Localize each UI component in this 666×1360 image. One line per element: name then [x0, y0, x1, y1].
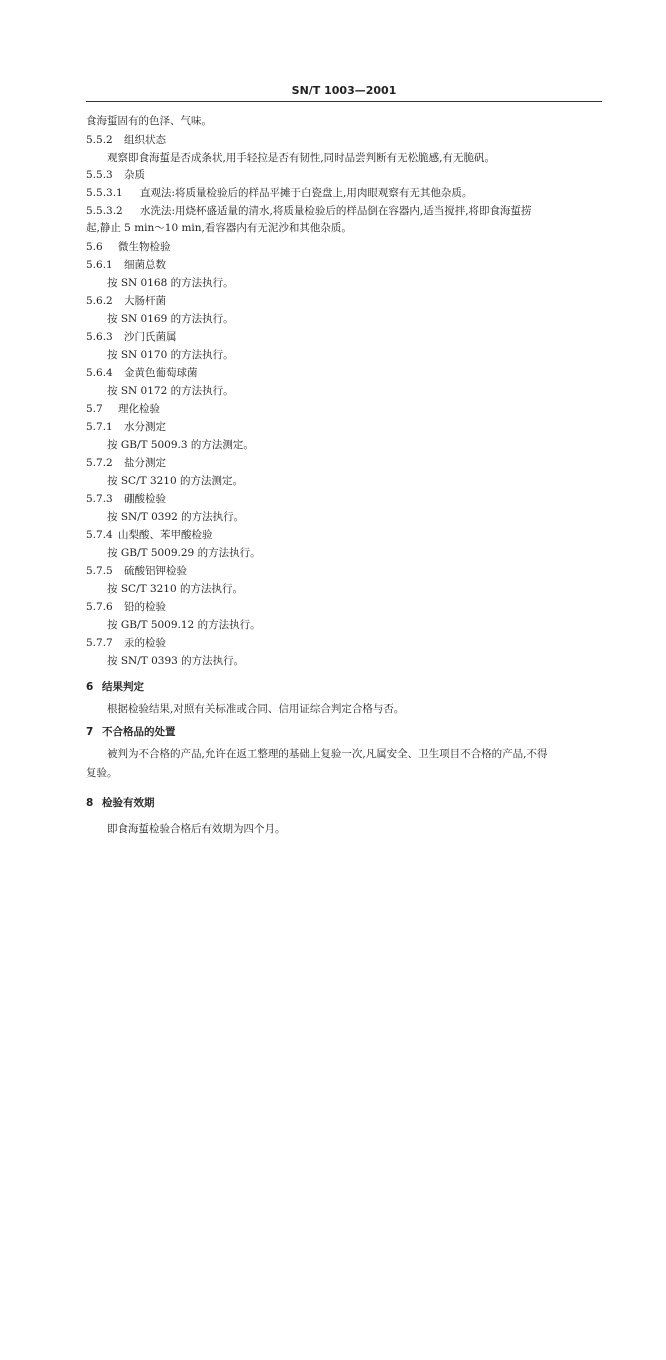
clause-heading: 5.7.7 汞的检验	[86, 637, 166, 649]
text-line: 按 SN 0170 的方法执行。	[107, 349, 234, 361]
section-body: 根据检验结果,对照有关标准或合同、信用证综合判定合格与否。	[107, 703, 405, 715]
text-line: 起,静止 5 min～10 min,看容器内有无泥沙和其他杂质。	[86, 222, 352, 234]
clause-heading: 5.7.6 铅的检验	[86, 601, 166, 613]
text-line: 按 SC/T 3210 的方法执行。	[107, 583, 244, 595]
clause-heading: 5.6.3 沙门氏菌属	[86, 331, 177, 343]
text-line: 按 SN/T 0392 的方法执行。	[107, 511, 245, 523]
text-line: 观察即食海蜇是否成条状,用手轻拉是否有韧性,同时品尝判断有无松脆感,有无脆矾。	[107, 152, 496, 164]
page-header: SN/T 1003—2001	[291, 84, 397, 97]
text-line: 按 SC/T 3210 的方法测定。	[107, 475, 244, 487]
clause-heading: 5.7.1 水分测定	[86, 421, 166, 433]
clause-heading: 5.7.3 硼酸检验	[86, 493, 166, 505]
text-line: 按 GB/T 5009.12 的方法执行。	[107, 619, 261, 631]
text-line: 食海蜇固有的色泽、气味。	[86, 115, 212, 127]
clause-heading: 5.7.4 山梨酸、苯甲酸检验	[86, 529, 213, 541]
clause-text: 5.5.3.2 水洗法:用烧杯盛适量的清水,将质量检验后的样品倒在容器内,适当搅拌,将即食海蜇捞	[86, 205, 532, 217]
header-rule	[86, 101, 602, 102]
text-line: 按 GB/T 5009.29 的方法执行。	[107, 547, 261, 559]
clause-heading: 5.6.4 金黄色葡萄球菌	[86, 367, 198, 379]
clause-heading: 5.6.2 大肠杆菌	[86, 295, 166, 307]
section-heading: 8 检验有效期	[86, 797, 155, 809]
clause-heading: 5.7.2 盐分测定	[86, 457, 166, 469]
section-body: 被判为不合格的产品,允许在返工整理的基础上复验一次,凡属安全、卫生项目不合格的产品,不得	[107, 748, 548, 760]
clause-heading: 5.7.5 硫酸铝钾检验	[86, 565, 187, 577]
clause-heading: 5.6 微生物检验	[86, 241, 171, 253]
text-line: 按 SN 0172 的方法执行。	[107, 385, 234, 397]
text-line: 按 GB/T 5009.3 的方法测定。	[107, 439, 254, 451]
clause-heading: 5.7 理化检验	[86, 403, 160, 415]
section-heading: 7 不合格品的处置	[86, 726, 176, 738]
section-body: 复验。	[86, 767, 118, 779]
section-body: 即食海蜇检验合格后有效期为四个月。	[107, 823, 286, 835]
text-line: 按 SN/T 0393 的方法执行。	[107, 655, 245, 667]
clause-heading: 5.5.3 杂质	[86, 169, 145, 181]
clause-text: 5.5.3.1 直观法:将质量检验后的样品平摊于白瓷盘上,用肉眼观察有无其他杂质。	[86, 187, 473, 199]
clause-heading: 5.6.1 细菌总数	[86, 259, 166, 271]
section-heading: 6 结果判定	[86, 681, 144, 693]
clause-heading: 5.5.2 组织状态	[86, 134, 166, 146]
text-line: 按 SN 0169 的方法执行。	[107, 313, 234, 325]
text-line: 按 SN 0168 的方法执行。	[107, 277, 234, 289]
